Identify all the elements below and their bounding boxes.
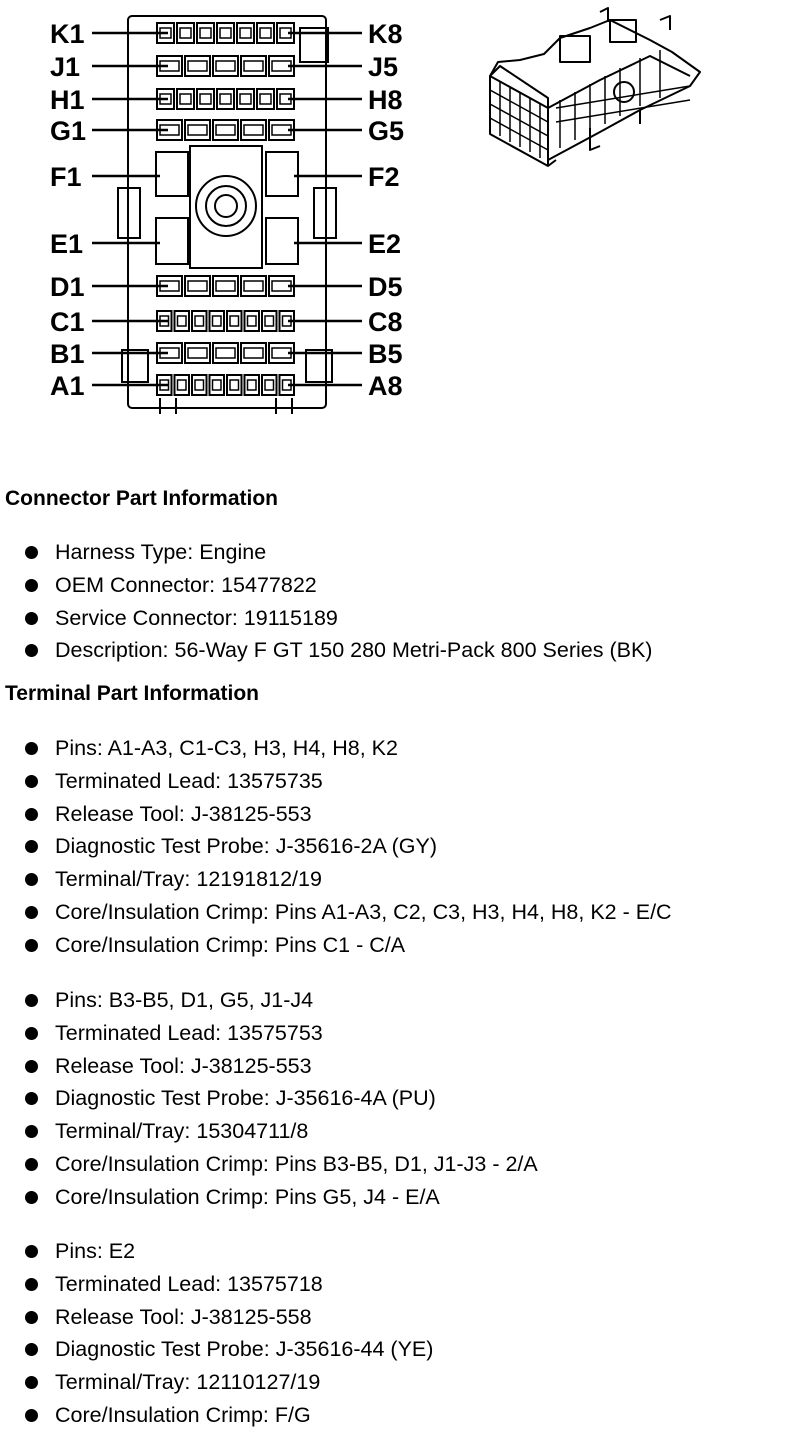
pin-cavity-inner bbox=[260, 94, 271, 104]
pin-cavity-inner bbox=[244, 348, 263, 358]
list-item bbox=[0, 798, 672, 831]
list-item bbox=[0, 1399, 433, 1432]
bullet-icon bbox=[25, 1278, 38, 1291]
bullet-icon bbox=[25, 1027, 38, 1040]
terminal-group-2-list bbox=[0, 984, 538, 1214]
pin-label-right: E2 bbox=[368, 229, 402, 259]
list-item-text: Terminated Lead: 13575753 bbox=[55, 1020, 323, 1045]
pin-cavity bbox=[175, 375, 190, 395]
cavity-F2 bbox=[266, 152, 298, 196]
bullet-icon bbox=[25, 1245, 38, 1258]
list-item-text: Core/Insulation Crimp: Pins A1-A3, C2, C3, H3, H4, H8, K2 - E/C bbox=[55, 899, 672, 924]
pin-rows bbox=[157, 23, 294, 395]
list-item-text: Harness Type: Engine bbox=[55, 540, 267, 564]
bullet-icon bbox=[25, 808, 38, 821]
pin-cavity bbox=[262, 375, 277, 395]
list-item bbox=[0, 863, 672, 896]
pin-label-left: J1 bbox=[50, 52, 81, 82]
bullet-icon bbox=[25, 873, 38, 886]
list-item-text: Core/Insulation Crimp: Pins C1 - C/A bbox=[55, 932, 406, 957]
center-boss-frame bbox=[190, 146, 262, 268]
pin-cavity bbox=[192, 375, 207, 395]
pin-cavity-inner bbox=[244, 61, 263, 71]
pin-cavity-inner bbox=[195, 380, 204, 390]
list-item-text: Service Connector: 19115189 bbox=[55, 605, 338, 630]
pin-cavity bbox=[227, 311, 242, 331]
pin-cavity-inner bbox=[216, 61, 235, 71]
list-item-text: Diagnostic Test Probe: J-35616-2A (GY) bbox=[55, 834, 438, 859]
pin-cavity-inner bbox=[240, 94, 251, 104]
pin-label-right: D5 bbox=[368, 272, 403, 302]
list-item bbox=[0, 1268, 433, 1301]
left-pin-labels bbox=[50, 19, 86, 401]
list-item bbox=[0, 1082, 538, 1115]
bullet-icon bbox=[25, 1311, 38, 1324]
pin-cavity-inner bbox=[200, 94, 211, 104]
list-item bbox=[0, 1115, 538, 1148]
pin-cavity-inner bbox=[188, 125, 207, 135]
pin-label-left: A1 bbox=[50, 371, 85, 401]
list-item-text: Pins: A1-A3, C1-C3, H3, H4, H8, K2 bbox=[55, 736, 398, 760]
bullet-icon bbox=[25, 840, 38, 853]
pin-cavity bbox=[210, 311, 225, 331]
pin-label-left: F1 bbox=[50, 162, 82, 192]
pin-cavity-inner bbox=[265, 316, 274, 326]
pin-label-right: K8 bbox=[368, 19, 403, 49]
bullet-icon bbox=[25, 1060, 38, 1073]
bullet-icon bbox=[25, 906, 38, 919]
pin-cavity-inner bbox=[230, 316, 239, 326]
pin-cavity bbox=[245, 375, 260, 395]
pin-cavity-inner bbox=[178, 380, 187, 390]
pin-label-left: G1 bbox=[50, 116, 87, 146]
bullet-icon bbox=[25, 1092, 38, 1105]
list-item bbox=[0, 1235, 433, 1268]
bullet-icon bbox=[25, 742, 38, 755]
list-item bbox=[0, 1181, 538, 1214]
pin-cavity-inner bbox=[248, 316, 257, 326]
cavity-E2 bbox=[266, 218, 298, 264]
list-item-text: Pins: B3-B5, D1, G5, J1-J4 bbox=[55, 988, 314, 1012]
pin-cavity-inner bbox=[216, 125, 235, 135]
list-item-text: Description: 56-Way F GT 150 280 Metri-Pack 800 Series (BK) bbox=[55, 638, 653, 663]
pin-cavity-inner bbox=[195, 316, 204, 326]
list-item-text: Release Tool: J-38125-558 bbox=[55, 1304, 312, 1329]
pin-cavity-inner bbox=[188, 281, 207, 291]
list-item bbox=[0, 1017, 538, 1050]
list-item bbox=[0, 569, 652, 602]
iso-bolt bbox=[614, 82, 634, 102]
cavity-E1 bbox=[156, 218, 188, 264]
connector-bottom-left-tab bbox=[122, 350, 148, 382]
pin-cavity-inner bbox=[216, 281, 235, 291]
connector-info-heading: Connector Part Information bbox=[5, 487, 279, 510]
pin-cavity-inner bbox=[244, 281, 263, 291]
pin-label-left: D1 bbox=[50, 272, 85, 302]
bullet-icon bbox=[25, 1158, 38, 1171]
bullet-icon bbox=[25, 1409, 38, 1422]
leader-lines bbox=[92, 33, 362, 385]
pin-cavity bbox=[227, 375, 242, 395]
pin-label-left: K1 bbox=[50, 19, 85, 49]
list-item bbox=[0, 1050, 538, 1083]
pin-cavity-inner bbox=[230, 380, 239, 390]
connector-diagram bbox=[0, 0, 800, 440]
list-item bbox=[0, 1148, 538, 1181]
list-item bbox=[0, 929, 672, 962]
list-item bbox=[0, 896, 672, 929]
pin-label-left: H1 bbox=[50, 85, 85, 115]
pin-cavity bbox=[245, 311, 260, 331]
list-item-text: Terminal/Tray: 12110127/19 bbox=[55, 1370, 321, 1395]
bullet-icon bbox=[25, 1191, 38, 1204]
bullet-icon bbox=[25, 1343, 38, 1356]
list-item-text: Diagnostic Test Probe: J-35616-4A (PU) bbox=[55, 1086, 436, 1111]
bullet-icon bbox=[25, 1376, 38, 1389]
pin-label-right: A8 bbox=[368, 371, 403, 401]
list-item bbox=[0, 634, 652, 667]
connector-info-list bbox=[0, 536, 652, 667]
right-pin-labels bbox=[368, 19, 404, 401]
pin-cavity-inner bbox=[248, 380, 257, 390]
pin-label-left: C1 bbox=[50, 307, 85, 337]
list-item-text: Terminal/Tray: 12191812/19 bbox=[55, 867, 322, 892]
list-item bbox=[0, 830, 672, 863]
list-item-text: Pins: E2 bbox=[55, 1239, 136, 1263]
bullet-icon bbox=[25, 939, 38, 952]
cavity-F1 bbox=[156, 152, 188, 196]
pin-cavity-inner bbox=[200, 28, 211, 38]
pin-label-right: B5 bbox=[368, 339, 403, 369]
list-item-text: Core/Insulation Crimp: F/G bbox=[55, 1402, 311, 1427]
center-bolt-inner bbox=[215, 195, 237, 217]
list-item-text: OEM Connector: 15477822 bbox=[55, 572, 317, 597]
list-item bbox=[0, 1333, 433, 1366]
pin-cavity-inner bbox=[265, 380, 274, 390]
pin-cavity-inner bbox=[244, 125, 263, 135]
pin-cavity-inner bbox=[260, 28, 271, 38]
list-item bbox=[0, 602, 652, 635]
pin-cavity-inner bbox=[240, 28, 251, 38]
bullet-icon bbox=[25, 579, 38, 592]
connector-isometric-view bbox=[490, 8, 700, 166]
pin-cavity-inner bbox=[216, 348, 235, 358]
pin-cavity-inner bbox=[188, 61, 207, 71]
list-item-text: Terminated Lead: 13575735 bbox=[55, 768, 323, 793]
pin-cavity bbox=[192, 311, 207, 331]
list-item-text: Release Tool: J-38125-553 bbox=[55, 1053, 312, 1078]
list-item-text: Core/Insulation Crimp: Pins G5, J4 - E/A bbox=[55, 1184, 440, 1209]
list-item-text: Terminated Lead: 13575718 bbox=[55, 1271, 323, 1296]
bullet-icon bbox=[25, 775, 38, 788]
terminal-group-3-list bbox=[0, 1235, 433, 1432]
bullet-icon bbox=[25, 546, 38, 559]
pin-cavity bbox=[210, 375, 225, 395]
pin-label-right: C8 bbox=[368, 307, 403, 337]
terminal-group-1-list bbox=[0, 732, 672, 962]
pin-label-right: F2 bbox=[368, 162, 400, 192]
center-bolt-middle bbox=[206, 186, 246, 226]
pin-label-right: H8 bbox=[368, 85, 403, 115]
iso-top-block bbox=[560, 36, 590, 62]
bullet-icon bbox=[25, 994, 38, 1007]
pin-cavity-inner bbox=[213, 316, 222, 326]
pin-cavity-inner bbox=[220, 28, 231, 38]
pin-cavity-inner bbox=[220, 94, 231, 104]
pin-label-right: J5 bbox=[368, 52, 399, 82]
bullet-icon bbox=[25, 1125, 38, 1138]
pin-cavity-inner bbox=[213, 380, 222, 390]
pin-label-left: E1 bbox=[50, 229, 84, 259]
connector-bottom-feet bbox=[160, 398, 292, 414]
pin-cavity-inner bbox=[178, 316, 187, 326]
terminal-info-heading: Terminal Part Information bbox=[5, 682, 259, 705]
connector-bottom-right-tab bbox=[306, 350, 332, 382]
pin-label-left: B1 bbox=[50, 339, 85, 369]
list-item bbox=[0, 1301, 433, 1334]
pin-cavity-inner bbox=[188, 348, 207, 358]
list-item bbox=[0, 984, 538, 1017]
list-item-text: Release Tool: J-38125-553 bbox=[55, 801, 312, 826]
bullet-icon bbox=[25, 612, 38, 625]
list-item bbox=[0, 536, 652, 569]
pin-cavity-inner bbox=[180, 94, 191, 104]
list-item bbox=[0, 1366, 433, 1399]
pin-cavity bbox=[262, 311, 277, 331]
list-item-text: Core/Insulation Crimp: Pins B3-B5, D1, J1-J3 - 2/A bbox=[55, 1151, 538, 1176]
pin-cavity bbox=[175, 311, 190, 331]
list-item bbox=[0, 732, 672, 765]
pin-cavity-inner bbox=[180, 28, 191, 38]
bullet-icon bbox=[25, 644, 38, 657]
list-item bbox=[0, 765, 672, 798]
pin-label-right: G5 bbox=[368, 116, 405, 146]
list-item-text: Terminal/Tray: 15304711/8 bbox=[55, 1119, 309, 1144]
list-item-text: Diagnostic Test Probe: J-35616-44 (YE) bbox=[55, 1337, 434, 1362]
